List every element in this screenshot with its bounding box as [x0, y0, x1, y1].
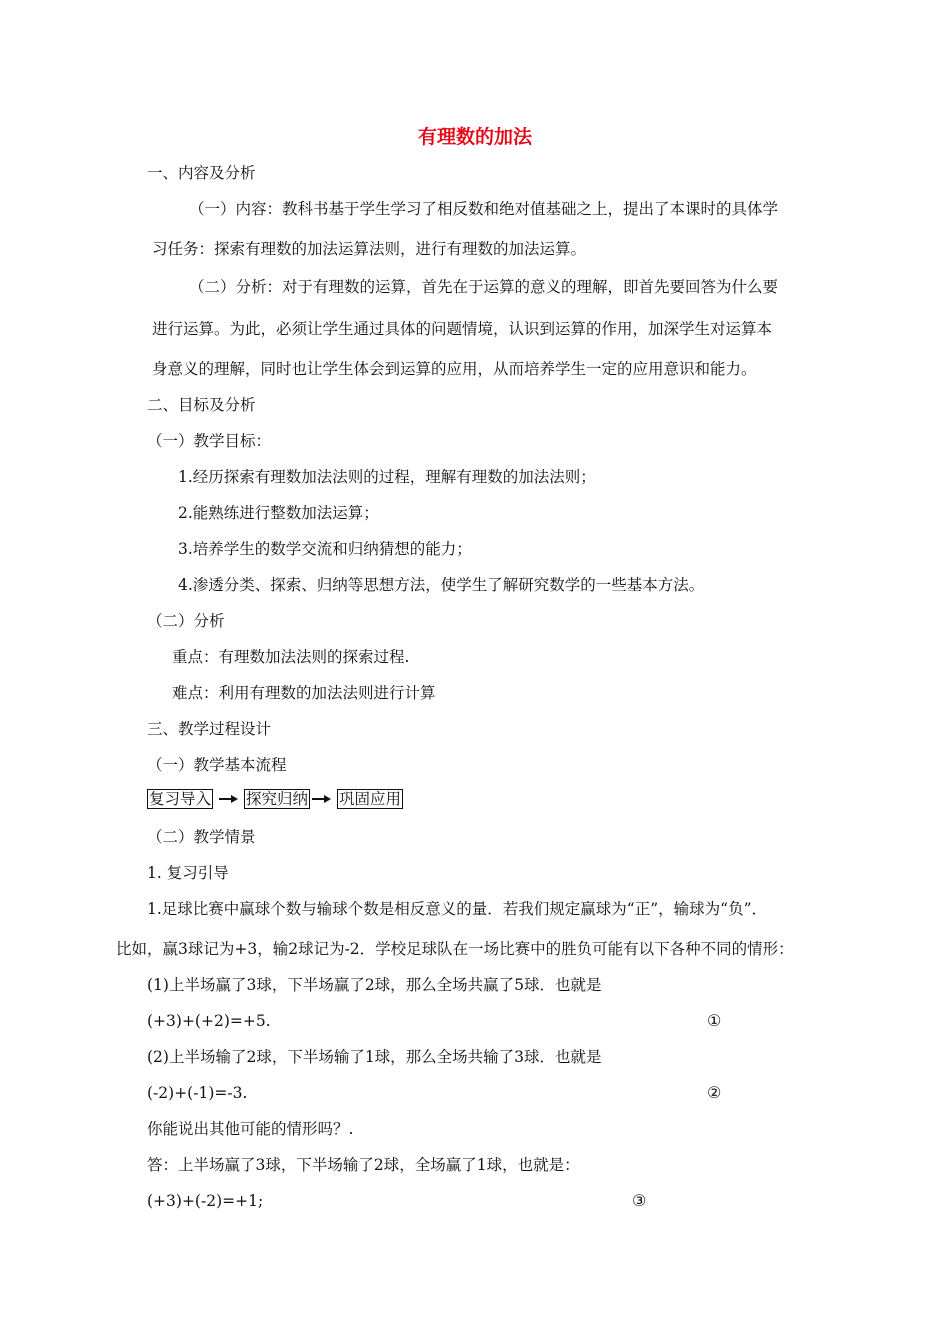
- analysis-line-3: 身意义的理解，同时也让学生体会到运算的应用，从而培养学生一定的应用意识和能力。: [152, 360, 757, 378]
- document-title: 有理数的加法: [417, 126, 532, 148]
- flow-step-explore: 探究归纳: [246, 790, 309, 808]
- goals-heading: （一）教学目标：: [147, 432, 272, 450]
- scenario-heading: （二）教学情景: [147, 828, 256, 846]
- equation-3: (+3)+(-2)=+1;: [147, 1192, 264, 1210]
- analysis-heading: （二）分析: [147, 612, 225, 630]
- goal-item: 4.渗透分类、探索、归纳等思想方法，使学生了解研究数学的一些基本方法。: [178, 576, 705, 594]
- flow-step-apply: 巩固应用: [339, 790, 402, 808]
- key-point: 重点：有理数加法法则的探索过程.: [172, 648, 410, 666]
- content-line-1: （一）内容：教科书基于学生学习了相反数和绝对值基础之上，提出了本课时的具体学: [189, 200, 779, 218]
- analysis-line-1: （二）分析：对于有理数的运算，首先在于运算的意义的理解，即首先要回答为什么要: [189, 278, 779, 296]
- para-line-1: 1.足球比赛中赢球个数与输球个数是相反意义的量．若我们规定赢球为“正”，输球为“负”．: [147, 900, 767, 918]
- goal-item: 1.经历探索有理数加法法则的过程，理解有理数的加法法则；: [178, 468, 596, 486]
- goal-item: 3.培养学生的数学交流和归纳猜想的能力；: [178, 540, 472, 558]
- answer: 答：上半场赢了3球，下半场输了2球，全场赢了1球，也就是：: [147, 1156, 580, 1174]
- analysis-line-2: 进行运算。为此，必须让学生通过具体的问题情境，认识到运算的作用，加深学生对运算本: [152, 320, 773, 338]
- teaching-flowchart: [147, 789, 403, 809]
- case-1: (1)上半场赢了3球，下半场赢了2球，那么全场共赢了5球．也就是: [147, 976, 602, 994]
- arrow-right-icon: [312, 795, 331, 803]
- case-2: (2)上半场输了2球，下半场输了1球，那么全场共输了3球．也就是: [147, 1048, 602, 1066]
- equation-2-mark: ②: [707, 1083, 722, 1102]
- arrow-right-icon: [219, 795, 238, 803]
- section1-heading: 一、内容及分析: [147, 164, 256, 182]
- question: 你能说出其他可能的情形吗？.: [147, 1120, 354, 1138]
- review-heading: 1. 复习引导: [147, 864, 229, 882]
- flow-heading: （一）教学基本流程: [147, 756, 287, 774]
- flow-step-review: 复习导入: [149, 790, 212, 808]
- section3-heading: 三、教学过程设计: [147, 720, 272, 738]
- goal-item: 2.能熟练进行整数加法运算；: [178, 504, 379, 522]
- equation-1: (+3)+(+2)=+5.: [147, 1012, 271, 1030]
- difficult-point: 难点：利用有理数的加法法则进行计算: [172, 684, 436, 702]
- equation-3-mark: ③: [632, 1191, 647, 1210]
- equation-1-mark: ①: [707, 1011, 722, 1030]
- content-line-2: 习任务：探索有理数的加法运算法则，进行有理数的加法运算。: [152, 240, 587, 258]
- equation-2: (-2)+(-1)=-3.: [147, 1084, 248, 1102]
- section2-heading: 二、目标及分析: [147, 396, 256, 414]
- para-line-2: 比如，赢3球记为+3，输2球记为-2．学校足球队在一场比赛中的胜负可能有以下各种不同的情形：: [116, 940, 794, 958]
